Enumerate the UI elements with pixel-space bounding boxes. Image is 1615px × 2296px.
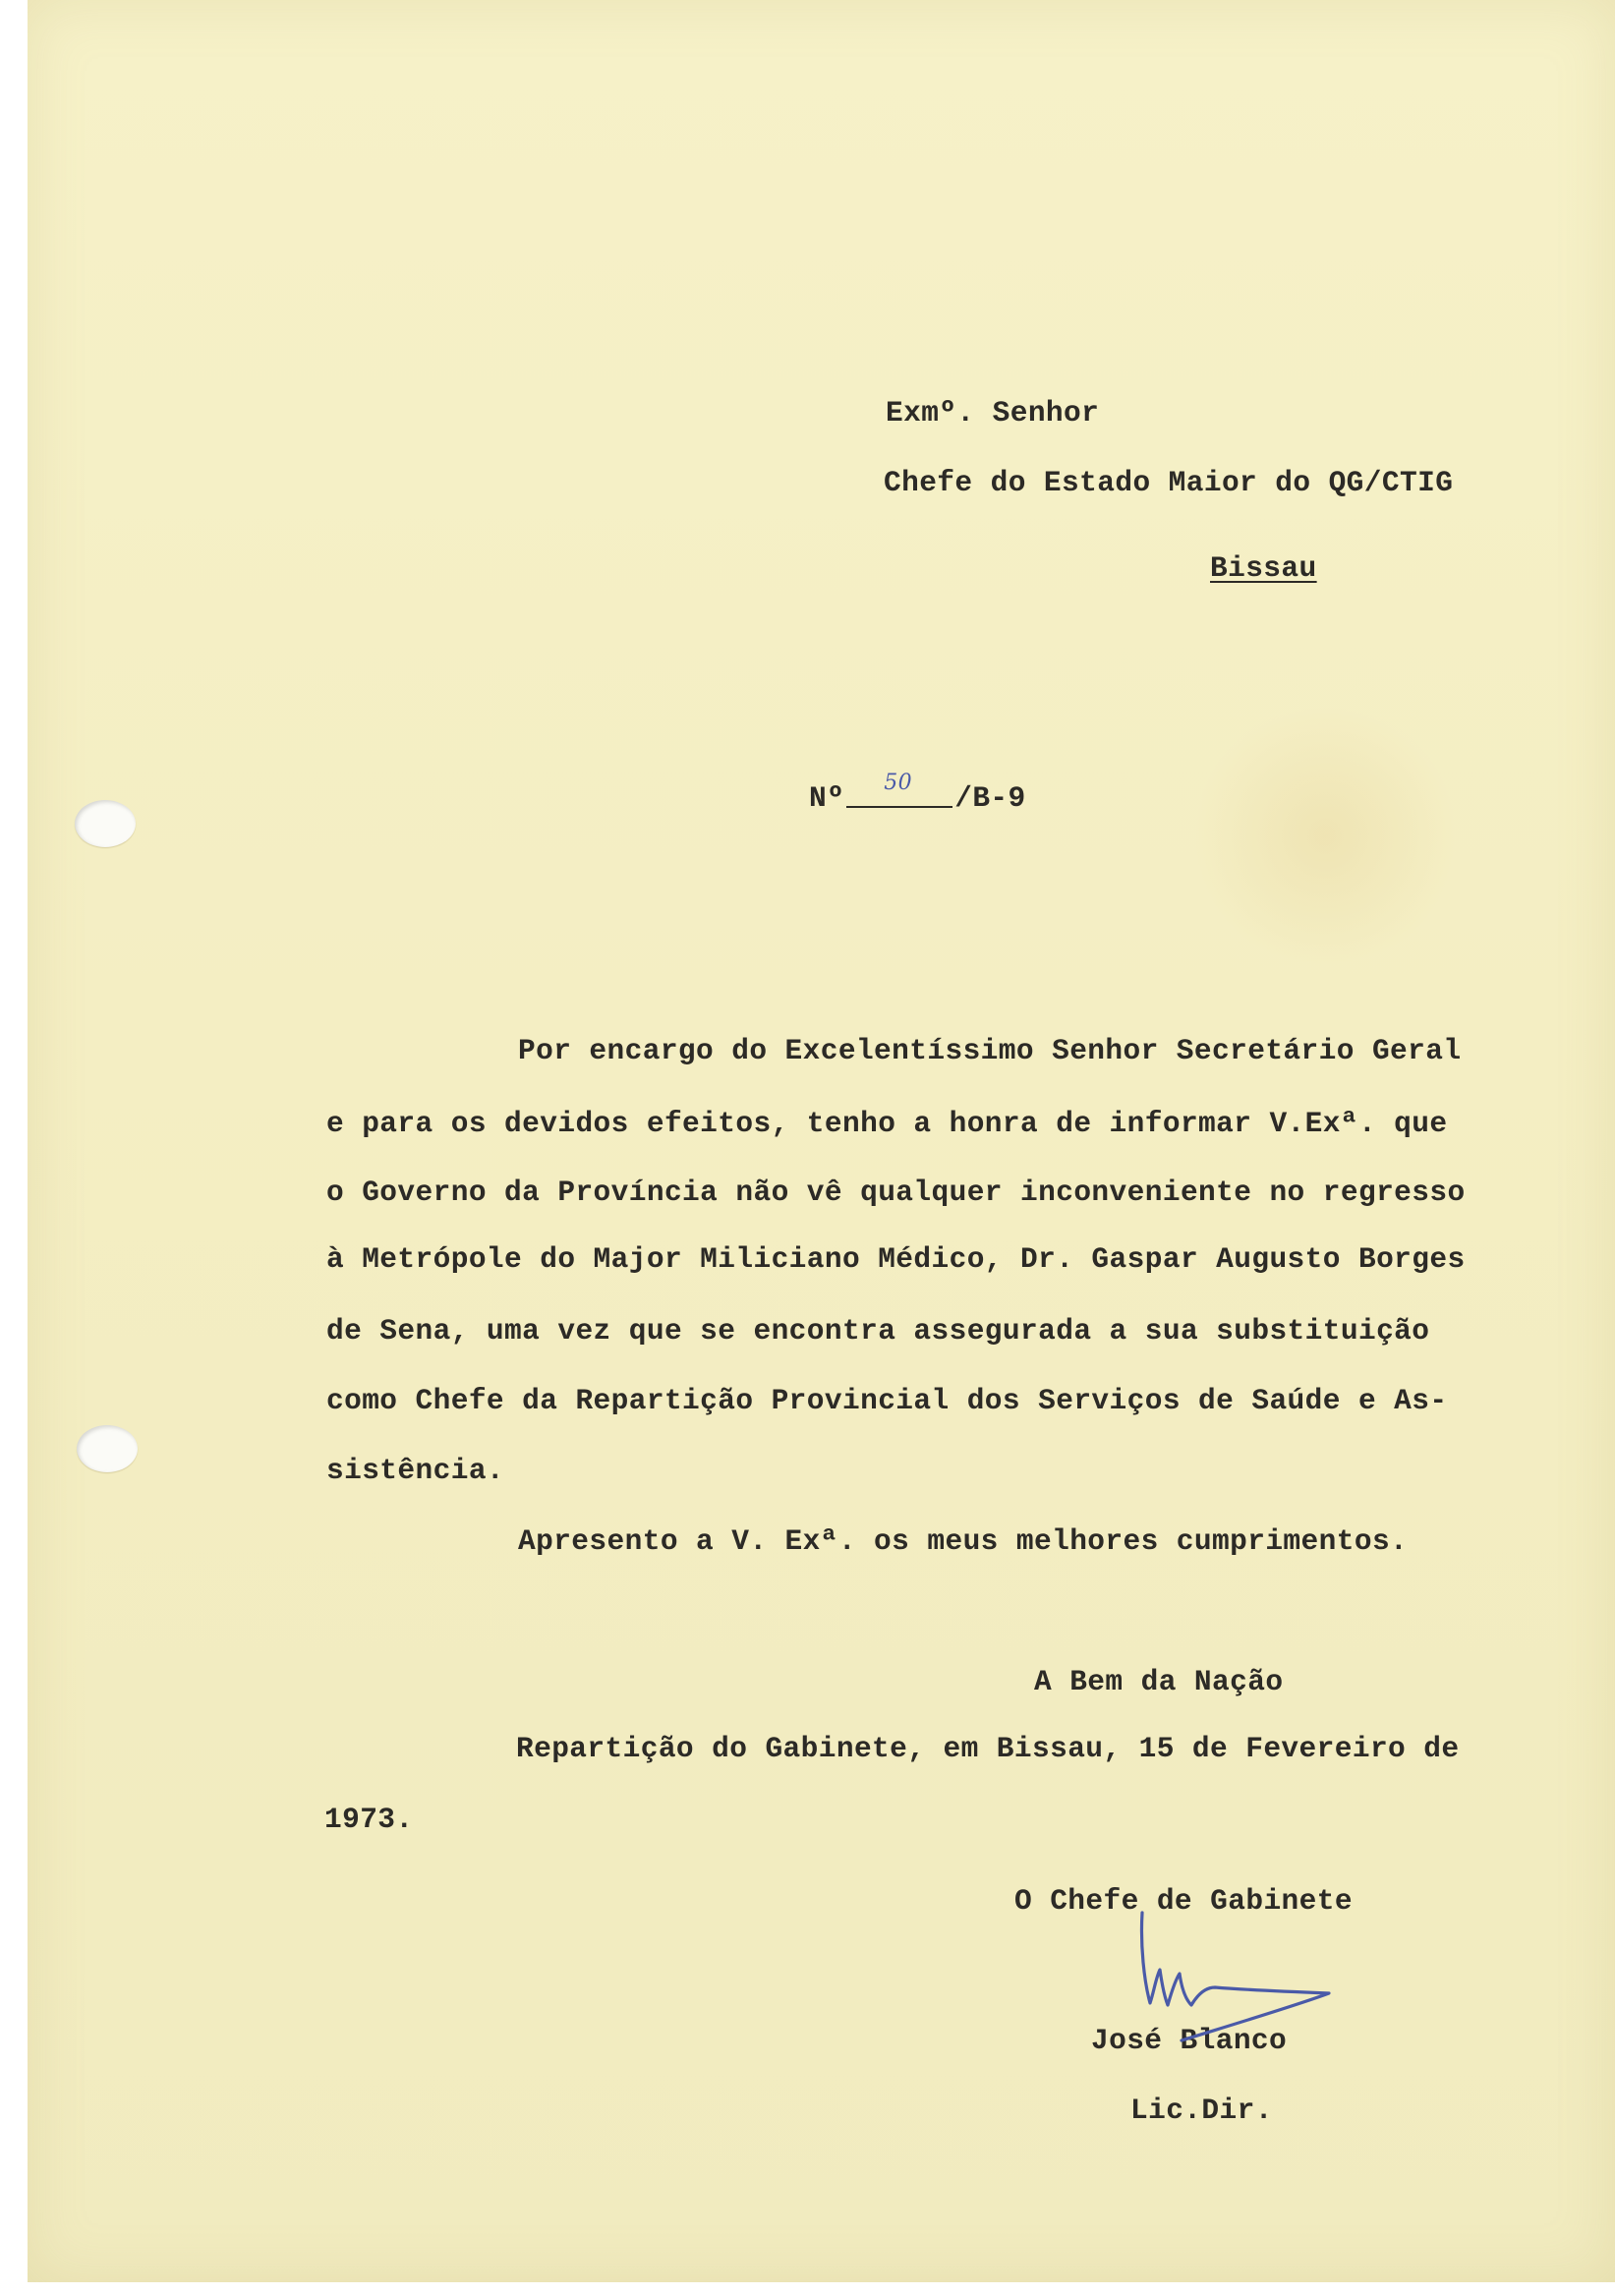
body-line: e para os devidos efeitos, tenho a honra de informar V.Exª. que (326, 1107, 1448, 1140)
reference-blank (846, 771, 952, 808)
reference-suffix: /B-9 (954, 781, 1026, 815)
body-line: Por encargo do Excelentíssimo Senhor Secretário Geral (518, 1034, 1462, 1067)
signatory-name: José Blanco (1091, 2024, 1288, 2057)
handwritten-number: 50 (884, 771, 913, 795)
body-line: sistência. (326, 1454, 505, 1487)
body-line: de Sena, uma vez que se encontra assegurada a sua substituição (326, 1314, 1430, 1348)
year: 1973. (324, 1803, 414, 1836)
punch-hole-lower (77, 1425, 138, 1472)
handwritten-signature (1121, 1897, 1356, 2074)
reference-prefix: Nº (809, 781, 845, 815)
salutation: Exmº. Senhor (886, 396, 1100, 430)
place-date-line: Repartição do Gabinete, em Bissau, 15 de Fevereiro de (516, 1732, 1460, 1765)
signatory-suffix: Lic.Dir. (1130, 2094, 1273, 2127)
signature-stroke (1141, 1913, 1329, 2040)
recipient: Chefe do Estado Maior do QG/CTIG (884, 466, 1454, 499)
paper-sheet (28, 0, 1615, 2282)
closing-line: Apresento a V. Exª. os meus melhores cumprimentos. (518, 1524, 1409, 1558)
motto: A Bem da Nação (1034, 1665, 1284, 1698)
body-line: à Metrópole do Major Miliciano Médico, Dr. Gaspar Augusto Borges (326, 1242, 1466, 1276)
reference-number (809, 771, 1026, 815)
scan-bottom-edge (0, 2282, 1615, 2296)
recipient-city: Bissau (1210, 551, 1317, 585)
body-line: o Governo da Província não vê qualquer inconveniente no regresso (326, 1176, 1466, 1209)
body-line: como Chefe da Repartição Provincial dos Serviços de Saúde e As- (326, 1384, 1448, 1417)
paper-stain (1187, 708, 1463, 963)
signatory-title: O Chefe de Gabinete (1014, 1884, 1353, 1918)
punch-hole-upper (75, 800, 136, 847)
